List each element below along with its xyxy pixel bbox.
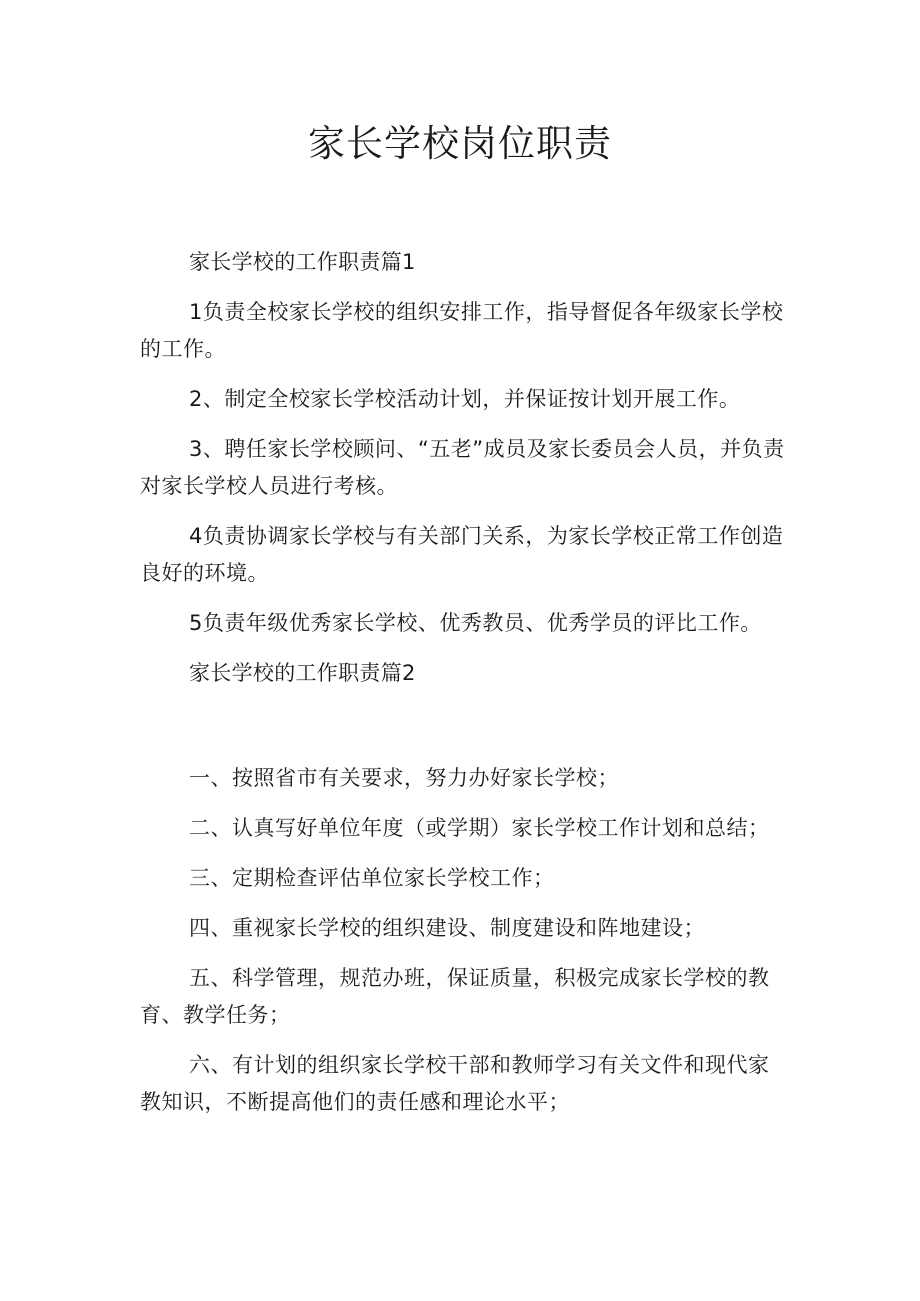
document-title: 家长学校岗位职责 xyxy=(308,122,612,165)
duty-item-11: 六、有计划的组织家长学校干部和教师学习有关文件和现代家教知识，不断提高他们的责任感和理论水平； xyxy=(140,1053,770,1114)
duty-item-5: 5负责年级优秀家长学校、优秀教员、优秀学员的评比工作。 xyxy=(189,611,762,635)
document-body xyxy=(140,244,790,1134)
duty-item-9: 四、重视家长学校的组织建设、制度建设和阵地建设； xyxy=(189,916,705,940)
duty-item-1: 1负责全校家长学校的组织安排工作，指导督促各年级家长学校的工作。 xyxy=(140,300,784,361)
section-heading-2: 家长学校的工作职责篇2 xyxy=(189,661,416,685)
duty-item-6: 一、按照省市有关要求，努力办好家长学校； xyxy=(189,766,619,790)
duty-item-10: 五、科学管理，规范办班，保证质量，积极完成家长学校的教育、教学任务； xyxy=(140,966,770,1027)
duty-item-4: 4负责协调家长学校与有关部门关系，为家长学校正常工作创造良好的环境。 xyxy=(140,524,784,585)
duty-item-3: 3、聘任家长学校顾问、“五老”成员及家长委员会人员，并负责对家长学校人员进行考核。 xyxy=(140,437,785,498)
duty-item-7: 二、认真写好单位年度（或学期）家长学校工作计划和总结； xyxy=(189,816,770,840)
duty-item-2: 2、制定全校家长学校活动计划，并保证按计划开展工作。 xyxy=(189,387,741,411)
duty-item-8: 三、定期检查评估单位家长学校工作； xyxy=(189,866,555,890)
section-heading-1: 家长学校的工作职责篇1 xyxy=(189,250,416,274)
